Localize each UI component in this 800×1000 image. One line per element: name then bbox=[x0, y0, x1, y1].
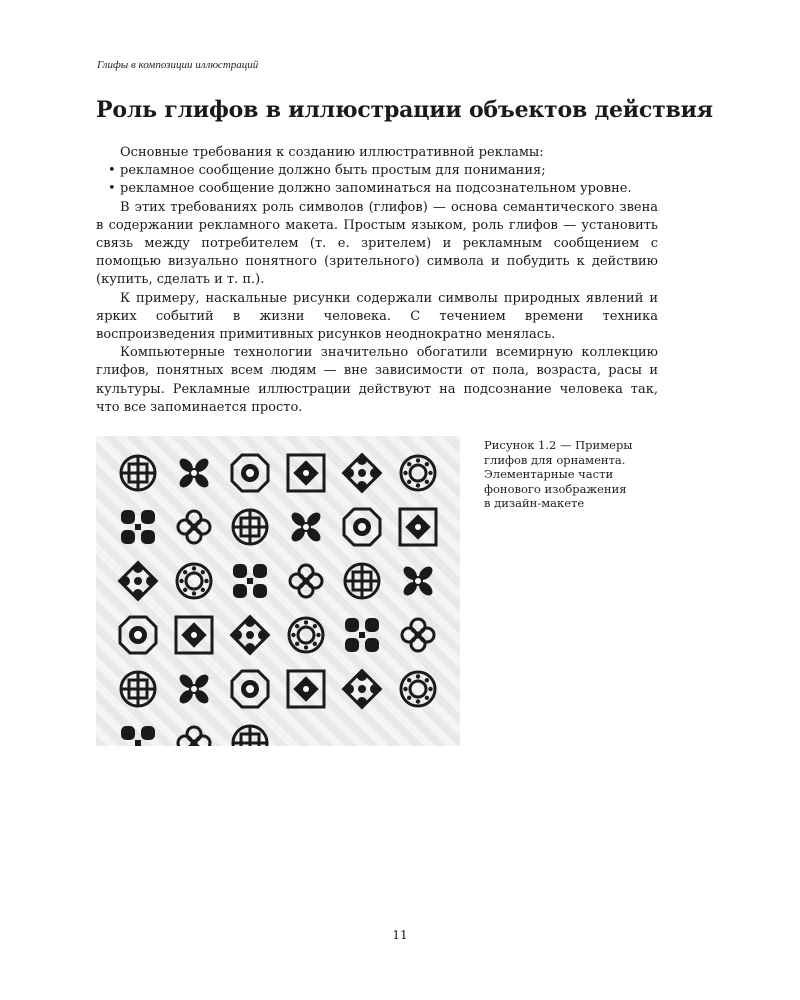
ornament-woven-diamond-icon bbox=[289, 618, 323, 652]
figure-caption bbox=[484, 438, 654, 511]
ornament-bold-diamond-icon bbox=[344, 671, 381, 708]
caption-line: глифов для орнамента. bbox=[484, 452, 626, 467]
ornament-glyphs-figure bbox=[96, 436, 460, 746]
ornament-circle-cluster-icon bbox=[178, 511, 210, 543]
ornament-diamond-flower-icon bbox=[289, 510, 323, 544]
ornament-circle-lattice-icon bbox=[401, 456, 435, 490]
paragraph-computer-tech: Компьютерные технологии значительно обогатили всемирную коллекцию глифов, понятных всем людям — вне зависимости от пола, возраста, расы и культуры. Рекламные иллюстрации действуют на подсознание человека так, что все запоминается просто. bbox=[96, 345, 658, 415]
paragraph-cave-paintings: К примеру, наскальные рисунки содержали символы природных явлений и ярких событий в жизни человека. С течением времени техника воспроизведения примитивных рисунков неоднократно менялась. bbox=[96, 290, 658, 343]
ornament-diamond-lattice-icon bbox=[121, 510, 155, 544]
section-heading: Роль глифов в иллюстрации объектов действия bbox=[96, 97, 713, 123]
ornament-four-circles-icon bbox=[401, 672, 435, 706]
ornament-octagon-icon bbox=[232, 455, 268, 491]
ornament-floral-star-icon bbox=[345, 564, 379, 598]
ornament-lattice-diamond-icon bbox=[288, 671, 324, 707]
ornament-checker-cross-icon bbox=[290, 565, 322, 597]
ornament-vertical-spiral-icon bbox=[178, 727, 210, 746]
list-item: • рекламное сообщение должно быть простым для понимания; bbox=[108, 162, 658, 180]
ornament-circle-cross-icon bbox=[402, 619, 434, 651]
ornament-loop-knot-icon bbox=[121, 672, 155, 706]
ornament-rounded-square-icon bbox=[233, 510, 267, 544]
requirements-list bbox=[96, 162, 658, 198]
ornament-framed-square-icon bbox=[288, 455, 324, 491]
running-head: Глифы в композиции иллюстраций bbox=[97, 59, 259, 71]
caption-line: фонового изображения bbox=[484, 481, 627, 496]
intro-paragraph: Основные требования к созданию иллюстративной рекламы: bbox=[120, 145, 544, 160]
body-text bbox=[96, 144, 658, 417]
ornament-framed-flower-icon bbox=[401, 564, 435, 598]
ornament-sun-square-icon bbox=[232, 671, 268, 707]
glyph-grid bbox=[96, 436, 460, 746]
ornament-quatrefoil-outline-icon bbox=[177, 564, 211, 598]
paragraph-glyph-role: В этих требованиях роль символов (глифов) — основа семантического звена в содержании рекламного макета. Простым языком, роль глифов — установить связь между потребителем (т. е. зрителем) и рекламным сообщением с помощью визуально понятного (зрительного) символа и побудить к действию (купить, сделать и т. п.). bbox=[96, 199, 658, 288]
ornament-dotted-diamond-icon bbox=[344, 509, 380, 545]
ornament-looped-cluster-icon bbox=[121, 726, 155, 746]
ornament-square-knot-icon bbox=[120, 563, 157, 600]
list-item: • рекламное сообщение должно запоминаться на подсознательном уровне. bbox=[108, 180, 658, 198]
ornament-circle-knot-icon bbox=[121, 456, 155, 490]
ornament-rosette-icon bbox=[400, 509, 436, 545]
ornament-triple-loop-icon bbox=[233, 726, 267, 746]
ornament-leaf-quatrefoil-icon bbox=[177, 672, 211, 706]
caption-line: в дизайн-макете bbox=[484, 496, 585, 511]
ornament-solid-knot-icon bbox=[233, 564, 267, 598]
caption-line: Элементарные части bbox=[484, 467, 614, 482]
ornament-leaf-cross-icon bbox=[177, 456, 211, 490]
ornament-arrow-star-icon bbox=[232, 617, 269, 654]
ornament-cross-stripes-icon bbox=[120, 617, 156, 653]
caption-line: Рисунок 1.2 — Примеры bbox=[484, 438, 633, 452]
ornament-star-knot-icon bbox=[344, 455, 381, 492]
ornament-meander-icon bbox=[345, 618, 379, 652]
ornament-solid-petals-icon bbox=[176, 617, 212, 653]
page-number: 11 bbox=[392, 928, 408, 942]
